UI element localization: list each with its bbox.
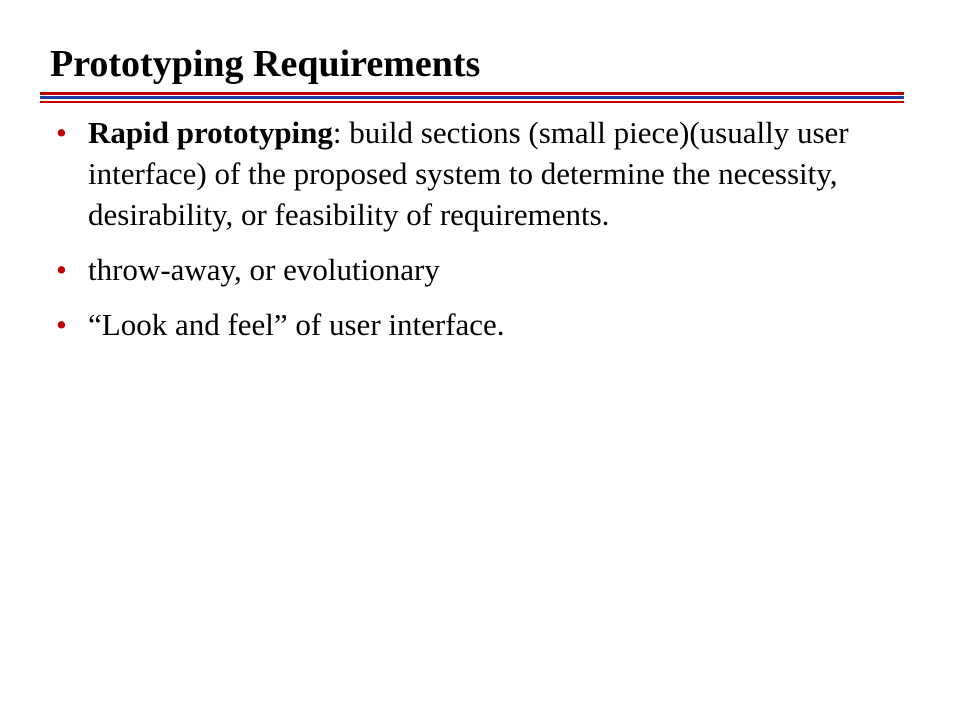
bullet-icon: •: [56, 115, 67, 150]
bullet-text: “Look and feel” of user interface.: [88, 307, 505, 342]
bullet-item-look-and-feel: [52, 304, 892, 345]
bullet-item-throw-away: [52, 249, 892, 290]
title-rule-red-top: [40, 92, 904, 95]
title-rule-blue: [40, 96, 904, 99]
bullet-list: [52, 112, 892, 359]
bullet-text: : build sections (small piece)(usually user interface) of the proposed system to determine the necessity, desirability, or feasibility of requirements.: [88, 115, 849, 232]
bullet-text: throw-away, or evolutionary: [88, 252, 440, 287]
slide-title: Prototyping Requirements: [50, 43, 481, 85]
bullet-item-rapid-prototyping: [52, 112, 892, 235]
bullet-icon: •: [56, 252, 67, 287]
bullet-term: Rapid prototyping: [88, 115, 333, 150]
title-rule-red-bottom: [40, 101, 904, 103]
bullet-icon: •: [56, 307, 67, 342]
